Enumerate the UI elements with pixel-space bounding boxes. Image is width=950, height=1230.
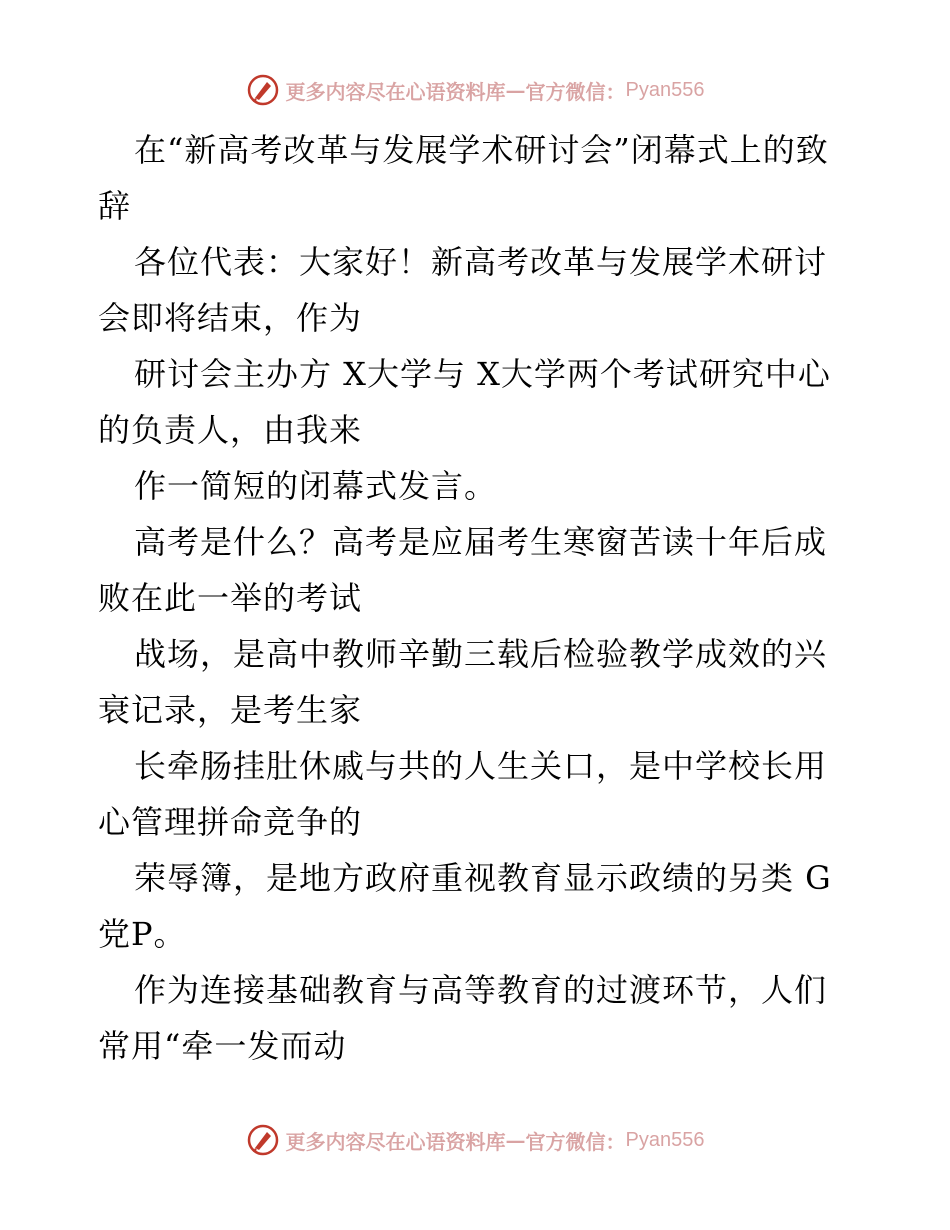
banner-wechat-label: 官方微信： [525,1129,626,1154]
footer-banner [0,1122,950,1158]
pen-logo-icon [246,73,280,107]
banner-dash: — [505,78,526,102]
banner-wechat-label: 官方微信： [525,79,626,104]
paragraph: 作一简短的闭幕式发言。 [134,467,498,505]
banner-dash: — [505,1128,526,1152]
paragraph: 各位代表：大家好！新高考改革与发展学术研讨会即将结束，作为 [98,243,828,337]
header-banner [0,72,950,108]
banner-wechat-id: Pyan556 [625,1128,705,1151]
paragraph-title: 在“新高考改革与发展学术研讨会”闭幕式上的致辞 [98,131,829,225]
banner-title: 更多内容尽在心语资料库 [285,1129,506,1154]
paragraph: 作为连接基础教育与高等教育的过渡环节，人们常用“牵一发而动 [98,971,828,1065]
banner-title: 更多内容尽在心语资料库 [285,79,506,104]
pen-logo-icon [246,1123,280,1157]
paragraph: 长牵肠挂肚休戚与共的人生关口，是中学校长用心管理拼命竞争的 [98,747,828,841]
banner-wechat-id: Pyan556 [625,78,705,101]
document-body [98,122,858,1074]
paragraph: 高考是什么？高考是应届考生寒窗苦读十年后成败在此一举的考试 [98,523,828,617]
paragraph: 研讨会主办方 X大学与 X大学两个考试研究中心的负责人，由我来 [98,355,831,449]
paragraph: 战场，是高中教师辛勤三载后检验教学成效的兴衰记录，是考生家 [98,635,828,729]
paragraph: 荣辱簿，是地方政府重视教育显示政绩的另类 G党P。 [98,859,832,953]
